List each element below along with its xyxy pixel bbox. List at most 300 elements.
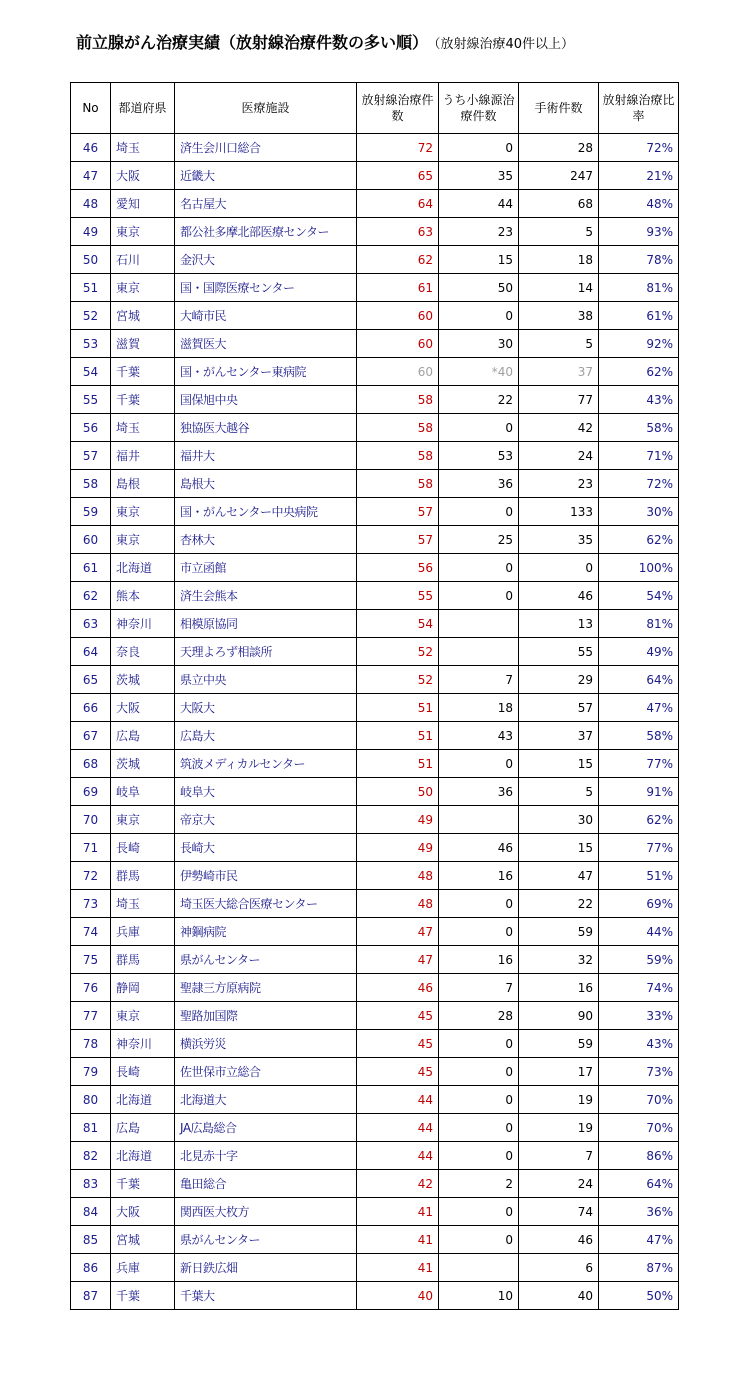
table-row [71, 498, 679, 526]
cell-facility: 岐阜大 [175, 778, 357, 806]
cell-seed: 10 [439, 1282, 519, 1310]
table-row [71, 414, 679, 442]
cell-facility: 済生会熊本 [175, 582, 357, 610]
cell-seed: 50 [439, 274, 519, 302]
cell-no: 49 [71, 218, 111, 246]
cell-facility: 北見赤十字 [175, 1142, 357, 1170]
table-row [71, 442, 679, 470]
cell-ratio: 74% [599, 974, 679, 1002]
table-row [71, 750, 679, 778]
cell-no: 87 [71, 1282, 111, 1310]
cell-prefecture: 埼玉 [111, 890, 175, 918]
cell-radiation: 57 [357, 526, 439, 554]
cell-facility: 県がんセンター [175, 946, 357, 974]
table-row [71, 638, 679, 666]
cell-ratio: 54% [599, 582, 679, 610]
cell-no: 62 [71, 582, 111, 610]
cell-radiation: 45 [357, 1030, 439, 1058]
cell-prefecture: 北海道 [111, 554, 175, 582]
cell-seed: 7 [439, 666, 519, 694]
cell-radiation: 51 [357, 694, 439, 722]
cell-seed [439, 638, 519, 666]
table-row [71, 1226, 679, 1254]
cell-prefecture: 石川 [111, 246, 175, 274]
cell-surgery: 247 [519, 162, 599, 190]
cell-radiation: 45 [357, 1002, 439, 1030]
cell-facility: 亀田総合 [175, 1170, 357, 1198]
cell-surgery: 55 [519, 638, 599, 666]
cell-ratio: 77% [599, 750, 679, 778]
cell-radiation: 45 [357, 1058, 439, 1086]
cell-radiation: 48 [357, 862, 439, 890]
cell-seed [439, 806, 519, 834]
cell-no: 75 [71, 946, 111, 974]
table-row [71, 246, 679, 274]
cell-facility: 帝京大 [175, 806, 357, 834]
cell-facility: 大阪大 [175, 694, 357, 722]
cell-prefecture: 北海道 [111, 1086, 175, 1114]
table-row [71, 190, 679, 218]
cell-prefecture: 大阪 [111, 162, 175, 190]
cell-no: 59 [71, 498, 111, 526]
cell-radiation: 47 [357, 946, 439, 974]
cell-no: 61 [71, 554, 111, 582]
cell-prefecture: 奈良 [111, 638, 175, 666]
cell-radiation: 56 [357, 554, 439, 582]
cell-prefecture: 茨城 [111, 750, 175, 778]
cell-ratio: 43% [599, 386, 679, 414]
cell-surgery: 32 [519, 946, 599, 974]
cell-radiation: 50 [357, 778, 439, 806]
cell-ratio: 64% [599, 666, 679, 694]
cell-no: 60 [71, 526, 111, 554]
cell-ratio: 58% [599, 722, 679, 750]
cell-ratio: 33% [599, 1002, 679, 1030]
cell-surgery: 90 [519, 1002, 599, 1030]
cell-facility: 新日鉄広畑 [175, 1254, 357, 1282]
cell-no: 82 [71, 1142, 111, 1170]
cell-radiation: 58 [357, 414, 439, 442]
table-row [71, 302, 679, 330]
cell-surgery: 42 [519, 414, 599, 442]
cell-radiation: 58 [357, 470, 439, 498]
cell-no: 68 [71, 750, 111, 778]
cell-ratio: 72% [599, 134, 679, 162]
cell-surgery: 24 [519, 442, 599, 470]
table-row [71, 1114, 679, 1142]
cell-seed: 0 [439, 498, 519, 526]
cell-surgery: 6 [519, 1254, 599, 1282]
cell-ratio: 70% [599, 1114, 679, 1142]
cell-ratio: 77% [599, 834, 679, 862]
cell-no: 78 [71, 1030, 111, 1058]
cell-surgery: 74 [519, 1198, 599, 1226]
header-surgery: 手術件数 [519, 83, 599, 134]
cell-surgery: 46 [519, 582, 599, 610]
cell-surgery: 18 [519, 246, 599, 274]
table-row [71, 862, 679, 890]
cell-facility: 済生会川口総合 [175, 134, 357, 162]
cell-surgery: 22 [519, 890, 599, 918]
cell-ratio: 58% [599, 414, 679, 442]
cell-seed: 0 [439, 414, 519, 442]
cell-prefecture: 群馬 [111, 946, 175, 974]
cell-facility: 北海道大 [175, 1086, 357, 1114]
cell-prefecture: 東京 [111, 498, 175, 526]
cell-radiation: 62 [357, 246, 439, 274]
table-row [71, 386, 679, 414]
cell-facility: 近畿大 [175, 162, 357, 190]
cell-radiation: 49 [357, 806, 439, 834]
cell-prefecture: 埼玉 [111, 414, 175, 442]
cell-seed: 0 [439, 1030, 519, 1058]
cell-prefecture: 大阪 [111, 1198, 175, 1226]
cell-seed: 16 [439, 946, 519, 974]
table-row [71, 358, 679, 386]
table-row [71, 1170, 679, 1198]
cell-radiation: 54 [357, 610, 439, 638]
cell-surgery: 46 [519, 1226, 599, 1254]
cell-no: 79 [71, 1058, 111, 1086]
cell-surgery: 133 [519, 498, 599, 526]
cell-no: 56 [71, 414, 111, 442]
cell-surgery: 28 [519, 134, 599, 162]
cell-radiation: 40 [357, 1282, 439, 1310]
cell-radiation: 57 [357, 498, 439, 526]
cell-prefecture: 宮城 [111, 302, 175, 330]
cell-prefecture: 静岡 [111, 974, 175, 1002]
cell-prefecture: 兵庫 [111, 918, 175, 946]
table-row [71, 162, 679, 190]
cell-radiation: 58 [357, 386, 439, 414]
table-row [71, 946, 679, 974]
cell-radiation: 52 [357, 666, 439, 694]
cell-ratio: 30% [599, 498, 679, 526]
cell-ratio: 48% [599, 190, 679, 218]
cell-prefecture: 北海道 [111, 1142, 175, 1170]
cell-surgery: 29 [519, 666, 599, 694]
cell-facility: 大崎市民 [175, 302, 357, 330]
cell-prefecture: 埼玉 [111, 134, 175, 162]
cell-prefecture: 群馬 [111, 862, 175, 890]
cell-surgery: 24 [519, 1170, 599, 1198]
cell-ratio: 72% [599, 470, 679, 498]
cell-radiation: 48 [357, 890, 439, 918]
cell-no: 80 [71, 1086, 111, 1114]
cell-no: 55 [71, 386, 111, 414]
cell-facility: 杏林大 [175, 526, 357, 554]
table-row [71, 274, 679, 302]
table-row [71, 806, 679, 834]
cell-surgery: 19 [519, 1114, 599, 1142]
cell-seed: 0 [439, 134, 519, 162]
cell-seed: 36 [439, 470, 519, 498]
cell-seed [439, 610, 519, 638]
cell-no: 54 [71, 358, 111, 386]
table-row [71, 582, 679, 610]
table-row [71, 1254, 679, 1282]
cell-no: 63 [71, 610, 111, 638]
cell-no: 74 [71, 918, 111, 946]
cell-facility: 佐世保市立総合 [175, 1058, 357, 1086]
cell-facility: 県立中央 [175, 666, 357, 694]
cell-seed: 53 [439, 442, 519, 470]
header-radiation: 放射線治療件数 [357, 83, 439, 134]
cell-facility: 埼玉医大総合医療センター [175, 890, 357, 918]
cell-prefecture: 大阪 [111, 694, 175, 722]
cell-seed: 25 [439, 526, 519, 554]
cell-seed: 18 [439, 694, 519, 722]
cell-radiation: 51 [357, 750, 439, 778]
title-main: 前立腺がん治療実績（放射線治療件数の多い順） [76, 33, 429, 52]
cell-surgery: 5 [519, 218, 599, 246]
cell-facility: 相模原協同 [175, 610, 357, 638]
cell-seed: 43 [439, 722, 519, 750]
cell-seed: 46 [439, 834, 519, 862]
cell-no: 64 [71, 638, 111, 666]
cell-surgery: 37 [519, 722, 599, 750]
results-table [70, 82, 679, 1310]
cell-no: 67 [71, 722, 111, 750]
cell-ratio: 62% [599, 358, 679, 386]
cell-prefecture: 熊本 [111, 582, 175, 610]
header-ratio: 放射線治療比率 [599, 83, 679, 134]
cell-prefecture: 兵庫 [111, 1254, 175, 1282]
cell-prefecture: 千葉 [111, 386, 175, 414]
table-row [71, 834, 679, 862]
cell-ratio: 44% [599, 918, 679, 946]
cell-no: 70 [71, 806, 111, 834]
cell-surgery: 30 [519, 806, 599, 834]
cell-seed: 0 [439, 554, 519, 582]
cell-ratio: 100% [599, 554, 679, 582]
cell-ratio: 51% [599, 862, 679, 890]
cell-no: 84 [71, 1198, 111, 1226]
cell-no: 86 [71, 1254, 111, 1282]
cell-facility: 天理よろず相談所 [175, 638, 357, 666]
cell-seed: 35 [439, 162, 519, 190]
cell-radiation: 46 [357, 974, 439, 1002]
cell-facility: 名古屋大 [175, 190, 357, 218]
cell-ratio: 93% [599, 218, 679, 246]
cell-no: 65 [71, 666, 111, 694]
cell-facility: 国・がんセンター東病院 [175, 358, 357, 386]
cell-no: 58 [71, 470, 111, 498]
cell-seed: 7 [439, 974, 519, 1002]
cell-ratio: 91% [599, 778, 679, 806]
cell-surgery: 57 [519, 694, 599, 722]
cell-no: 81 [71, 1114, 111, 1142]
cell-seed: 0 [439, 1114, 519, 1142]
cell-prefecture: 千葉 [111, 1170, 175, 1198]
page-title [76, 30, 574, 56]
table-row [71, 330, 679, 358]
cell-prefecture: 東京 [111, 1002, 175, 1030]
cell-seed: 0 [439, 1058, 519, 1086]
table-row [71, 1086, 679, 1114]
cell-surgery: 14 [519, 274, 599, 302]
cell-radiation: 58 [357, 442, 439, 470]
cell-seed: 0 [439, 918, 519, 946]
table-row [71, 218, 679, 246]
cell-prefecture: 長崎 [111, 834, 175, 862]
cell-no: 47 [71, 162, 111, 190]
cell-surgery: 5 [519, 330, 599, 358]
cell-radiation: 41 [357, 1254, 439, 1282]
cell-ratio: 62% [599, 526, 679, 554]
cell-ratio: 78% [599, 246, 679, 274]
cell-seed: 0 [439, 1142, 519, 1170]
table-row [71, 610, 679, 638]
cell-ratio: 69% [599, 890, 679, 918]
cell-ratio: 47% [599, 1226, 679, 1254]
cell-surgery: 7 [519, 1142, 599, 1170]
cell-seed: 0 [439, 890, 519, 918]
cell-seed [439, 1254, 519, 1282]
cell-radiation: 65 [357, 162, 439, 190]
cell-radiation: 60 [357, 330, 439, 358]
cell-facility: 聖路加国際 [175, 1002, 357, 1030]
cell-radiation: 44 [357, 1142, 439, 1170]
cell-no: 77 [71, 1002, 111, 1030]
table-row [71, 666, 679, 694]
header-seed: うち小線源治療件数 [439, 83, 519, 134]
cell-prefecture: 福井 [111, 442, 175, 470]
cell-surgery: 35 [519, 526, 599, 554]
cell-ratio: 36% [599, 1198, 679, 1226]
cell-facility: JA広島総合 [175, 1114, 357, 1142]
cell-seed: 44 [439, 190, 519, 218]
cell-radiation: 60 [357, 302, 439, 330]
header-facility: 医療施設 [175, 83, 357, 134]
cell-radiation: 49 [357, 834, 439, 862]
cell-ratio: 59% [599, 946, 679, 974]
table-row [71, 890, 679, 918]
cell-seed: 22 [439, 386, 519, 414]
cell-ratio: 62% [599, 806, 679, 834]
cell-surgery: 15 [519, 834, 599, 862]
cell-prefecture: 広島 [111, 1114, 175, 1142]
cell-ratio: 71% [599, 442, 679, 470]
cell-ratio: 70% [599, 1086, 679, 1114]
cell-facility: 独協医大越谷 [175, 414, 357, 442]
cell-facility: 国保旭中央 [175, 386, 357, 414]
cell-seed: 28 [439, 1002, 519, 1030]
cell-surgery: 23 [519, 470, 599, 498]
cell-surgery: 5 [519, 778, 599, 806]
cell-prefecture: 長崎 [111, 1058, 175, 1086]
header-prefecture: 都道府県 [111, 83, 175, 134]
cell-radiation: 41 [357, 1226, 439, 1254]
cell-radiation: 72 [357, 134, 439, 162]
cell-seed: 23 [439, 218, 519, 246]
cell-facility: 島根大 [175, 470, 357, 498]
cell-ratio: 50% [599, 1282, 679, 1310]
cell-facility: 都公社多摩北部医療センター [175, 218, 357, 246]
cell-seed: 0 [439, 302, 519, 330]
cell-surgery: 40 [519, 1282, 599, 1310]
cell-ratio: 81% [599, 610, 679, 638]
cell-prefecture: 滋賀 [111, 330, 175, 358]
cell-facility: 長崎大 [175, 834, 357, 862]
cell-radiation: 55 [357, 582, 439, 610]
cell-no: 73 [71, 890, 111, 918]
cell-seed: 0 [439, 582, 519, 610]
table-row [71, 1142, 679, 1170]
cell-radiation: 41 [357, 1198, 439, 1226]
cell-no: 51 [71, 274, 111, 302]
cell-prefecture: 島根 [111, 470, 175, 498]
cell-radiation: 44 [357, 1086, 439, 1114]
cell-facility: 福井大 [175, 442, 357, 470]
cell-prefecture: 岐阜 [111, 778, 175, 806]
cell-prefecture: 神奈川 [111, 610, 175, 638]
table-row [71, 918, 679, 946]
cell-ratio: 43% [599, 1030, 679, 1058]
cell-ratio: 92% [599, 330, 679, 358]
cell-no: 83 [71, 1170, 111, 1198]
cell-ratio: 49% [599, 638, 679, 666]
table-row [71, 694, 679, 722]
cell-facility: 筑波メディカルセンター [175, 750, 357, 778]
cell-radiation: 63 [357, 218, 439, 246]
cell-no: 76 [71, 974, 111, 1002]
table-row [71, 1002, 679, 1030]
cell-no: 71 [71, 834, 111, 862]
cell-no: 66 [71, 694, 111, 722]
table-row [71, 1198, 679, 1226]
cell-facility: 国・がんセンター中央病院 [175, 498, 357, 526]
cell-radiation: 61 [357, 274, 439, 302]
cell-seed: 36 [439, 778, 519, 806]
cell-seed: 0 [439, 1086, 519, 1114]
cell-radiation: 51 [357, 722, 439, 750]
table-row [71, 778, 679, 806]
cell-radiation: 42 [357, 1170, 439, 1198]
cell-radiation: 52 [357, 638, 439, 666]
cell-surgery: 47 [519, 862, 599, 890]
cell-no: 72 [71, 862, 111, 890]
cell-prefecture: 神奈川 [111, 1030, 175, 1058]
cell-facility: 伊勢崎市民 [175, 862, 357, 890]
cell-radiation: 44 [357, 1114, 439, 1142]
cell-surgery: 37 [519, 358, 599, 386]
cell-surgery: 13 [519, 610, 599, 638]
cell-seed: 0 [439, 750, 519, 778]
cell-facility: 千葉大 [175, 1282, 357, 1310]
cell-no: 52 [71, 302, 111, 330]
table-row [71, 974, 679, 1002]
table-row [71, 526, 679, 554]
table-row [71, 1030, 679, 1058]
cell-surgery: 15 [519, 750, 599, 778]
cell-ratio: 61% [599, 302, 679, 330]
cell-radiation: 60 [357, 358, 439, 386]
table-body [71, 134, 679, 1310]
cell-facility: 国・国際医療センター [175, 274, 357, 302]
cell-surgery: 16 [519, 974, 599, 1002]
cell-seed: 30 [439, 330, 519, 358]
cell-prefecture: 愛知 [111, 190, 175, 218]
title-subtitle: （放射線治療40件以上） [434, 37, 575, 52]
header-no: No [71, 83, 111, 134]
cell-facility: 関西医大枚方 [175, 1198, 357, 1226]
cell-ratio: 64% [599, 1170, 679, 1198]
cell-prefecture: 東京 [111, 806, 175, 834]
cell-facility: 県がんセンター [175, 1226, 357, 1254]
cell-no: 53 [71, 330, 111, 358]
cell-ratio: 21% [599, 162, 679, 190]
